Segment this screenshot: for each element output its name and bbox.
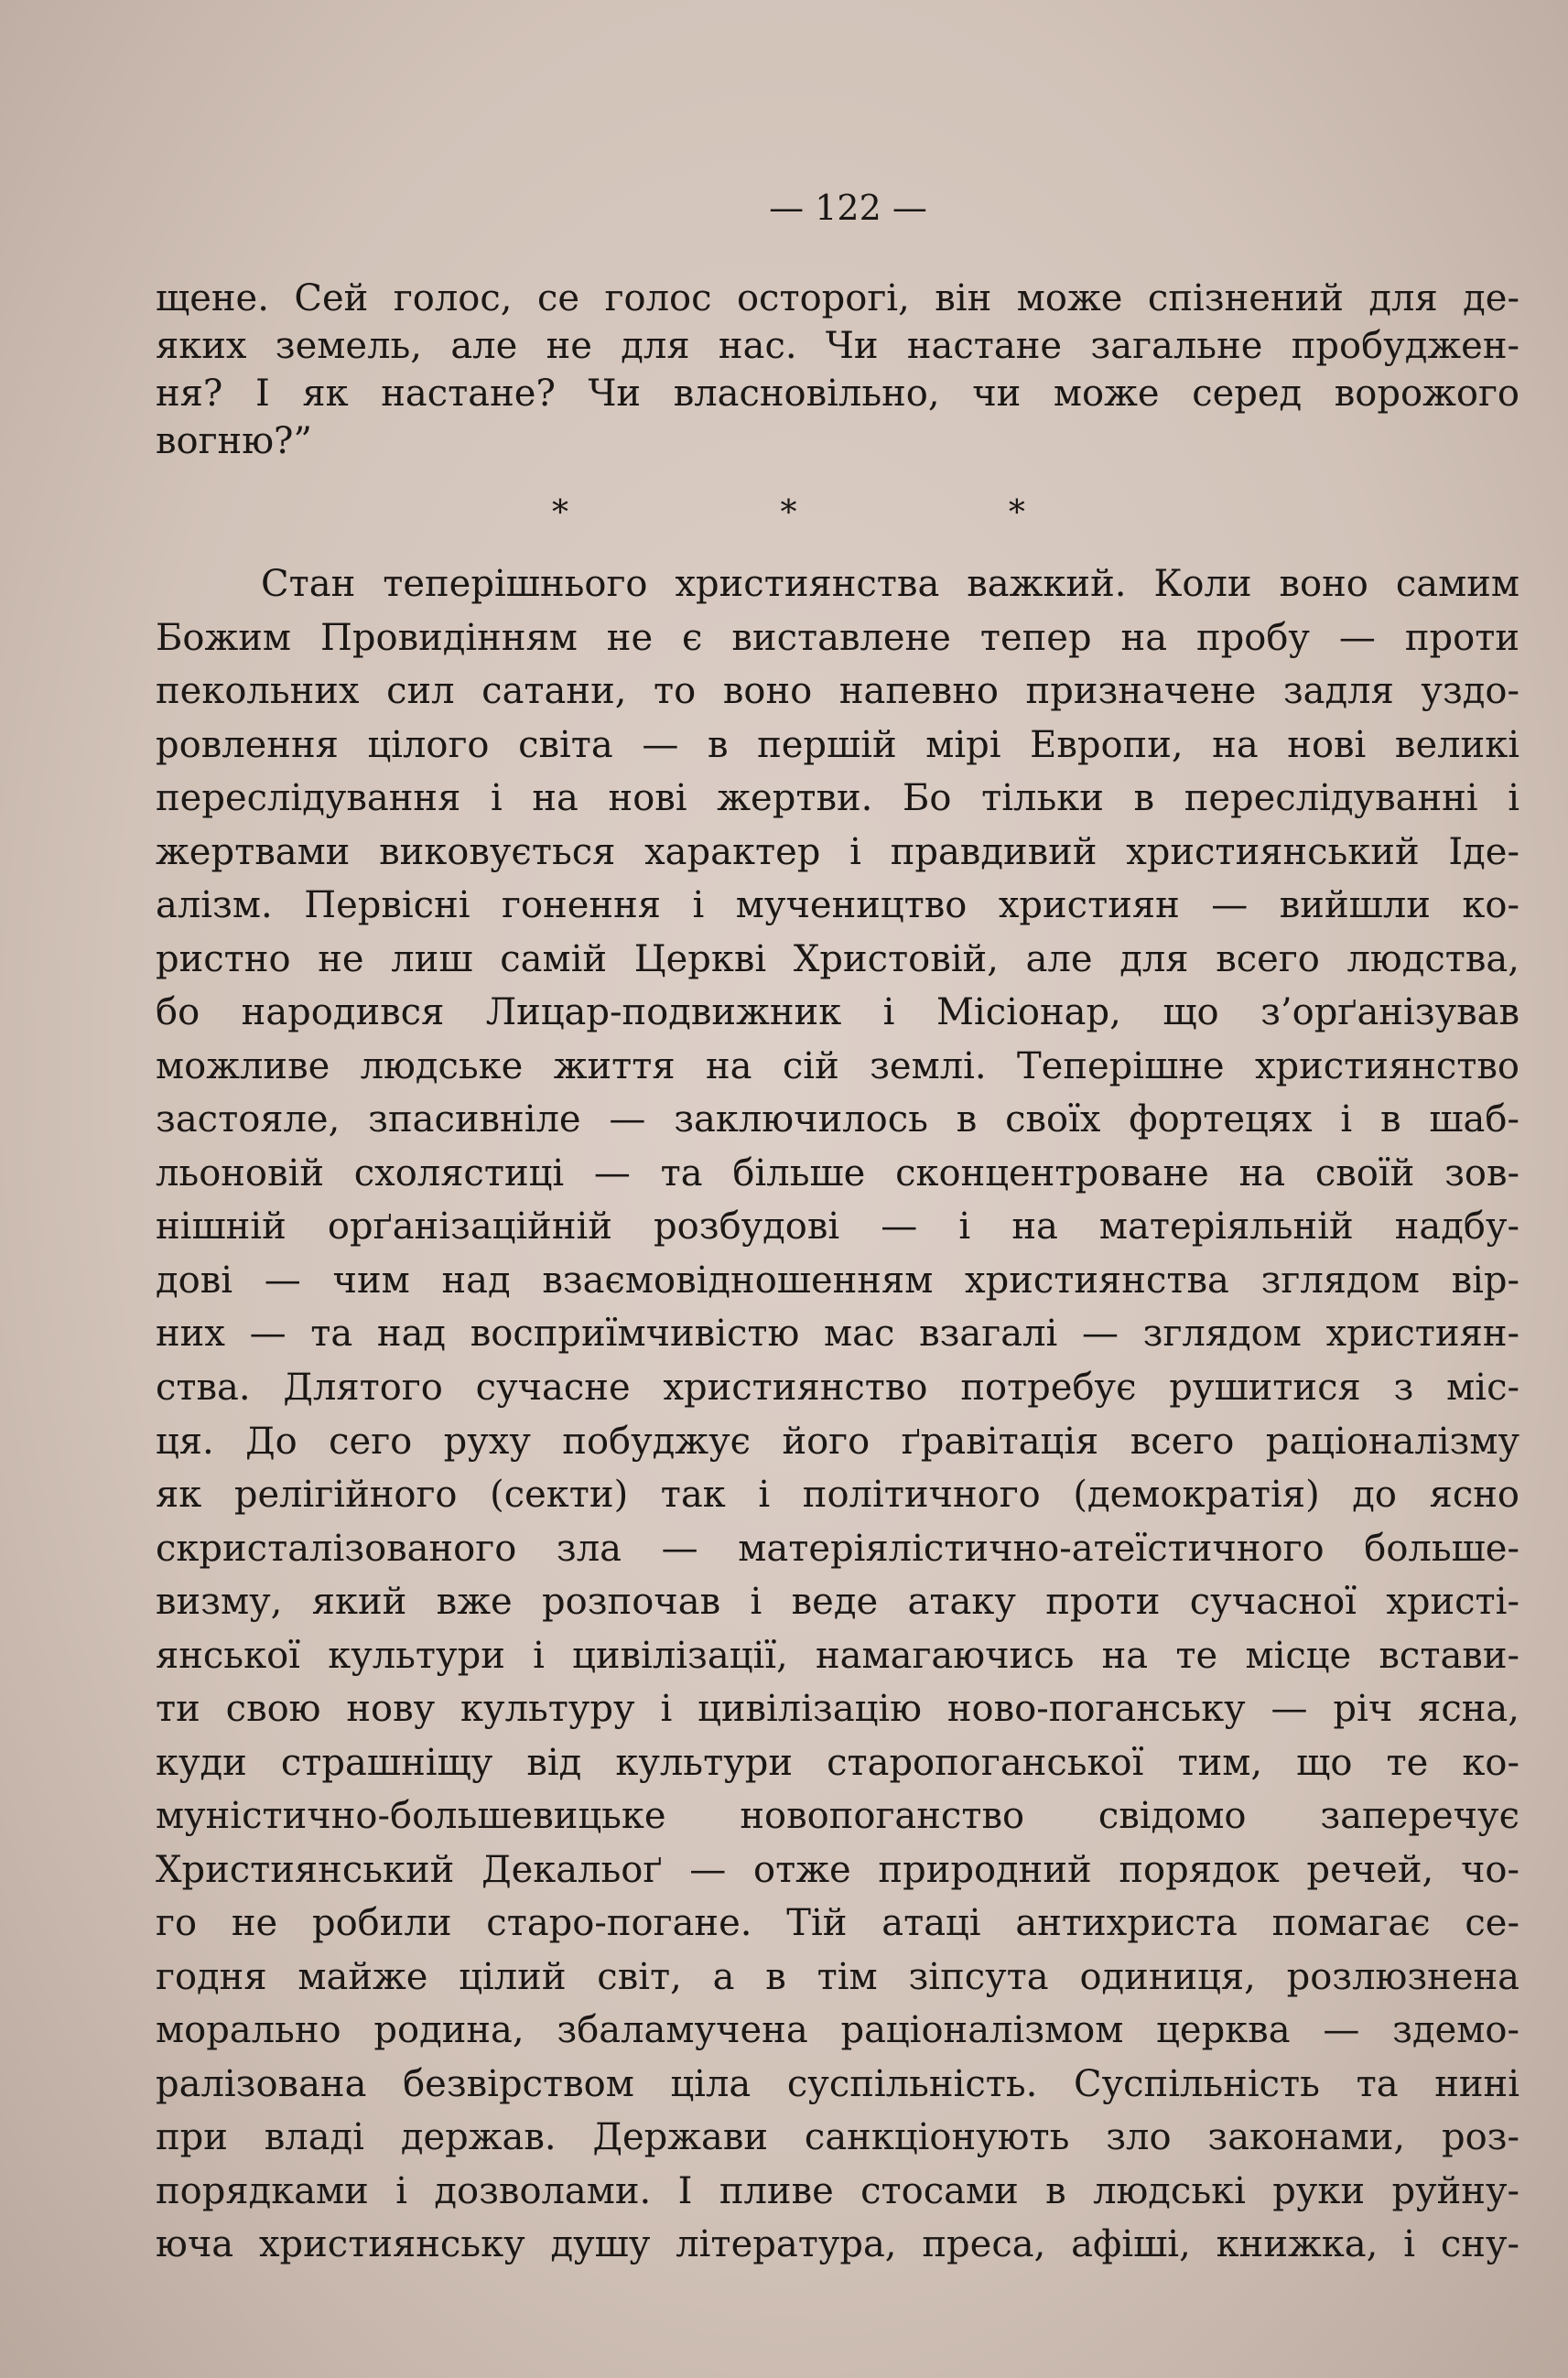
text-line: визму, який вже розпочав і веде атаку проти сучасної христі- [156, 1581, 1519, 1623]
text-line: морально родина, збаламучена раціоналізмом церква — здемо- [156, 2009, 1519, 2051]
text-line: годня майже цілий світ, а в тім зіпсута одиниця, розлюзнена [156, 1956, 1519, 1998]
page-number: — 122 — [769, 188, 927, 228]
text-line: вогню?” [156, 420, 312, 462]
text-line: Християнський Декальоґ — отже природний порядок речей, чо- [156, 1849, 1519, 1891]
text-line: при владі держав. Держави санкціонують зло законами, роз- [156, 2116, 1519, 2158]
text-line: ралізована безвірством ціла суспільність. Суспільність та нині [156, 2063, 1519, 2105]
text-line: бо народився Лицар-подвижник і Місіонар, що з’орґанізував [156, 991, 1519, 1033]
text-line: муністично-большевицьке новопоганство свідомо заперечує [156, 1795, 1519, 1837]
text-line: юча християнську душу література, преса, афіші, книжка, і сну- [156, 2223, 1519, 2265]
text-line: ства. Длятого сучасне християнство потребує рушитися з міс- [156, 1367, 1519, 1409]
text-line: яких земель, але не для нас. Чи настане загальне пробуджен- [156, 325, 1519, 367]
text-line: переслідування і на нові жертви. Бо тільки в переслідуванні і [156, 777, 1519, 819]
section-separator: * * * [552, 494, 1126, 532]
text-line: них — та над восприїмчивістю мас взагалі — зглядом християн- [156, 1313, 1519, 1355]
text-line: як релігійного (секти) так і політичного (демократія) до ясно [156, 1474, 1519, 1516]
text-line: алізм. Первісні гонення і мучеництво християн — вийшли ко- [156, 884, 1519, 926]
text-line: куди страшніщу від культури старопоганської тим, що те ко- [156, 1742, 1519, 1784]
text-line: Божим Провидінням не є виставлене тепер на пробу — проти [156, 617, 1519, 659]
text-line: скристалізованого зла — матеріялістично-атеїстичного больше- [156, 1528, 1519, 1570]
text-line: ровлення цілого світа — в першій мірі Европи, на нові великі [156, 724, 1519, 766]
text-line: жертвами виковується характер і правдивий християнський Іде- [156, 831, 1519, 873]
text-line: можливе людське життя на сій землі. Теперішне християнство [156, 1045, 1519, 1087]
text-line: го не робили старо-погане. Тій атаці антихриста помагає се- [156, 1902, 1519, 1944]
text-line: ця. До сего руху побуджує його ґравітація всего раціоналізму [156, 1421, 1519, 1463]
text-line: застояле, зпасивніле — заключилось в своїх фортецях і в шаб- [156, 1098, 1519, 1140]
text-line: нішній орґанізаційній розбудові — і на матеріяльній надбу- [156, 1205, 1519, 1248]
text-line: ристно не лиш самій Церкві Христовій, але для всего людства, [156, 938, 1519, 980]
text-line: порядками і дозволами. І пливе стосами в людські руки руйну- [156, 2170, 1519, 2212]
text-line: янської культури і цивілізації, намагаючись на те місце встави- [156, 1635, 1519, 1677]
text-line: Стан теперішнього християнства важкий. Коли воно самим [261, 563, 1519, 605]
text-line: щене. Сей голос, се голос осторогі, він може спізнений для де- [156, 277, 1519, 319]
text-line: льоновій схолястиці — та більше сконцентроване на своїй зов- [156, 1152, 1519, 1194]
text-line: пекольних сил сатани, то воно напевно призначене задля уздо- [156, 670, 1519, 712]
text-line: ти свою нову культуру і цивілізацію ново-поганську — річ ясна, [156, 1688, 1519, 1730]
text-line: ня? І як настане? Чи власновільно, чи може серед ворожого [156, 373, 1519, 415]
text-line: дові — чим над взаємовідношенням християнства зглядом вір- [156, 1259, 1519, 1302]
